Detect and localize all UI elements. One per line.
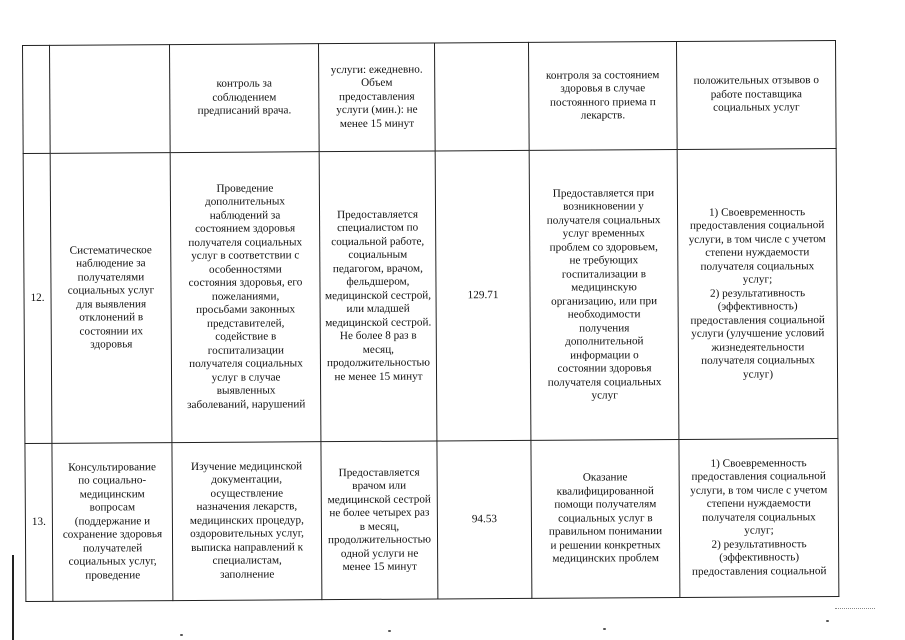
scan-speck — [180, 634, 183, 636]
quality-indicators-cell: контроля за состоянием здоровья в случае постоянного приема п лекарств. — [528, 42, 677, 151]
service-name-cell: Систематическое наблюдение за получателями социальных услуг для выявления отклонений в состоянии их здоровья — [50, 153, 172, 444]
service-description-cell: Проведение дополнительных наблюдений за состоянием здоровья получателя социальных услуг в соответствии с особенностями состояния здоровья, его пожеланиями, просьбами законных представителей, содействие в госпитализации получателя социальных услуг в случае выявленных заболеваний, нарушений — [170, 152, 321, 443]
price-cell: 94.53 — [437, 440, 532, 599]
provision-terms-cell: Предоставляется специалистом по социальной работе, социальным педагогом, врачом, фельдшером, медицинской сестрой, или младшей медицинской сестрой. Не более 8 раз в месяц, продолжительностью не менее 15 минут — [319, 151, 437, 442]
row-number-cell: 13. — [25, 443, 53, 601]
row-number-cell: 12. — [23, 153, 52, 443]
row-number-cell — [23, 45, 51, 153]
price-cell: 129.71 — [435, 150, 531, 441]
service-description-cell: контроль за соблюдением предписаний врача. — [170, 44, 320, 153]
table-row — [25, 439, 839, 602]
evaluation-conditions-cell: 1) Своевременность предоставления социальной услуги, в том числе с учетом степени нуждаемости получателя социальных услуг; 2) результативность (эффективность) предоставления социальной — [679, 439, 839, 598]
social-services-table — [22, 40, 839, 602]
scan-noise — [835, 608, 875, 619]
service-name-cell — [50, 45, 171, 154]
quality-indicators-cell: Предоставляется при возникновении у получателя социальных услуг временных проблем со здоровьем, не требующих госпитализации в медицинскую организацию, или при необходимости получения дополнительной информации о состоянии здоровья получателя социальных услуг — [529, 149, 679, 440]
service-description-cell: Изучение медицинской документации, осуществление назначения лекарств, медицинских процедур, оздоровительных услуг, выписка направлений к специалистам, заполнение — [172, 442, 322, 601]
service-name-cell: Консультирование по социально- медицинским вопросам (поддержание и сохранение здоровья получателей социальных услуг, проведение — [52, 443, 173, 602]
price-cell — [434, 42, 529, 151]
quality-indicators-cell: Оказание квалифицированной помощи получателям социальных услуг в правильном понимании и решении конкретных медицинских проблем — [531, 439, 680, 598]
provision-terms-cell: Предоставляется врачом или медицинской сестрой не более четырех раз в месяц, продолжительностью одной услуги не менее 15 минут — [321, 441, 438, 600]
evaluation-conditions-cell: положительных отзывов о работе поставщика социальных услуг — [676, 41, 836, 150]
scan-speck — [826, 620, 829, 622]
provision-terms-cell: услуги: ежедневно. Объем предоставления услуги (мин.): не менее 15 минут — [318, 43, 435, 152]
scan-edge-mark — [12, 555, 14, 640]
evaluation-conditions-cell: 1) Своевременность предоставления социальной услуги, в том числе с учетом степени нуждаемости получателя социальных услуг; 2) результативность (эффективность) предоставления социальной услуги (улучшение условий жизнедеятельности получателя социальных услуг) — [677, 149, 838, 440]
scan-speck — [603, 628, 606, 630]
table-row — [23, 149, 838, 444]
table-row — [23, 41, 837, 154]
scan-speck — [388, 630, 391, 632]
